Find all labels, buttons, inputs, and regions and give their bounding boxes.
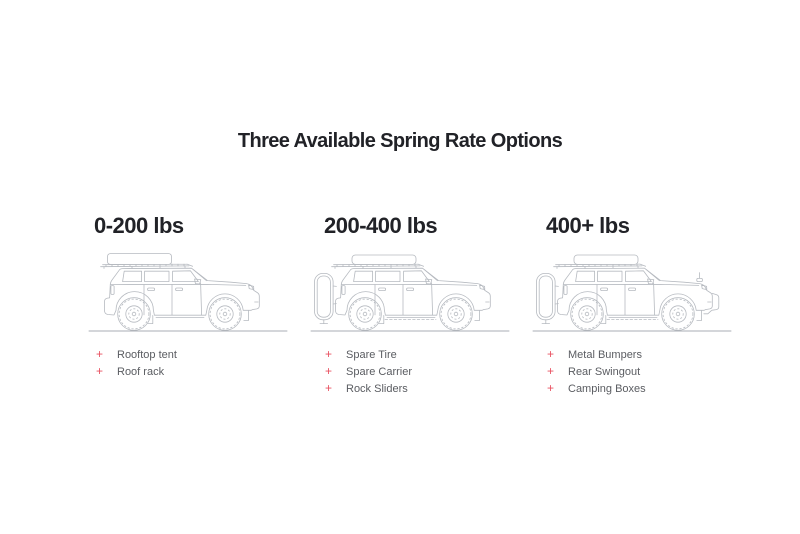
feature-label: Rock Sliders	[346, 383, 408, 395]
spring-rate-option-column-2	[310, 214, 510, 398]
list-item	[96, 364, 288, 381]
list-item	[325, 347, 510, 364]
weight-range-heading: 0-200 lbs	[94, 213, 184, 238]
feature-label: Camping Boxes	[568, 383, 646, 395]
suv-illustration-rooftop-tent	[88, 241, 288, 337]
plus-icon: +	[325, 364, 333, 378]
list-item	[547, 347, 732, 364]
feature-list	[310, 347, 510, 398]
plus-icon: +	[325, 381, 333, 395]
suv-illustration-bumpers-swingout	[532, 241, 732, 337]
plus-icon: +	[96, 364, 104, 378]
feature-label: Rooftop tent	[117, 349, 177, 361]
suv-illustration-spare-tire	[310, 241, 510, 337]
weight-range-heading: 400+ lbs	[546, 213, 630, 238]
spring-rate-option-column-1	[88, 214, 288, 398]
list-item	[547, 364, 732, 381]
feature-label: Roof rack	[117, 366, 165, 378]
plus-icon: +	[96, 347, 104, 361]
feature-label: Spare Carrier	[346, 366, 413, 378]
list-item	[96, 347, 288, 364]
spring-rate-option-column-3	[532, 214, 732, 398]
plus-icon: +	[547, 347, 555, 361]
options-row	[88, 214, 732, 398]
feature-label: Metal Bumpers	[568, 349, 642, 361]
plus-icon: +	[547, 381, 555, 395]
list-item	[325, 381, 510, 398]
plus-icon: +	[547, 364, 555, 378]
list-item	[325, 364, 510, 381]
plus-icon: +	[325, 347, 333, 361]
feature-label: Rear Swingout	[568, 366, 641, 378]
feature-label: Spare Tire	[346, 349, 397, 361]
feature-list	[532, 347, 732, 398]
weight-range-heading: 200-400 lbs	[324, 213, 438, 238]
page-title: Three Available Spring Rate Options	[237, 130, 563, 152]
list-item	[547, 381, 732, 398]
feature-list	[88, 347, 288, 381]
